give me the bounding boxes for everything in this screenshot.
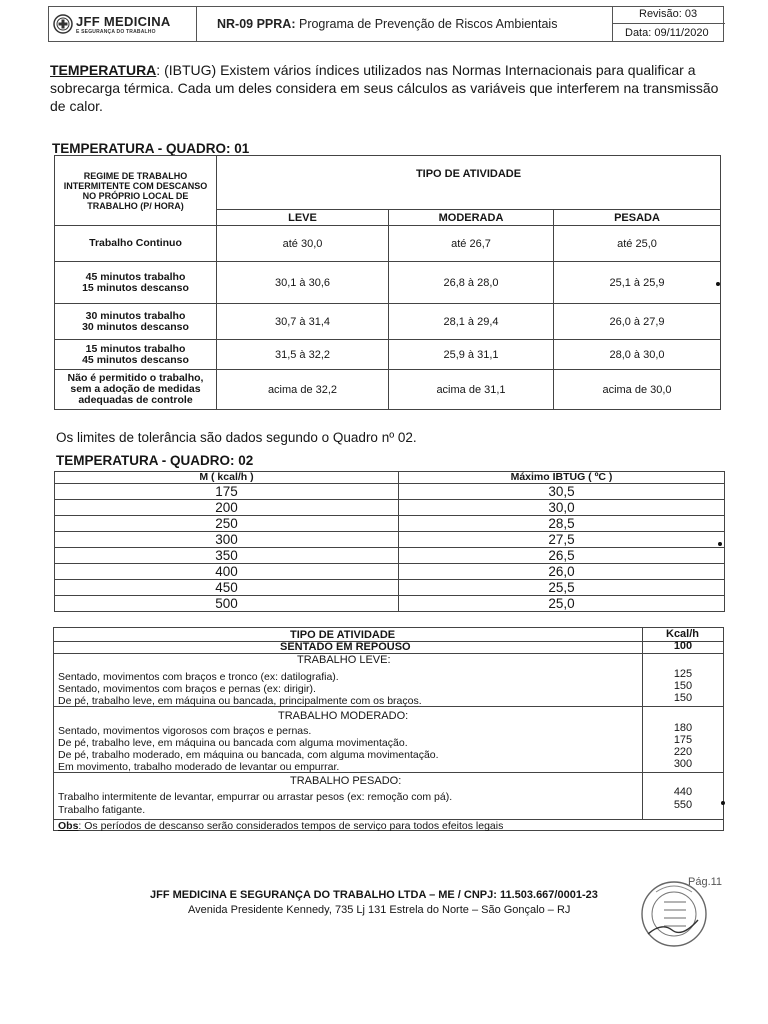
doc-title-text: Programa de Prevenção de Riscos Ambientais xyxy=(298,17,558,31)
ibtug-cell: 26,0 xyxy=(399,564,725,580)
document-header xyxy=(48,6,724,42)
logo-seal-icon xyxy=(53,14,73,34)
cell-leve: 31,5 à 32,2 xyxy=(217,340,389,370)
col-pesada: PESADA xyxy=(554,210,721,226)
pesado-value: 440 xyxy=(673,786,693,798)
row-label: Não é permitido o trabalho, sem a adoção de medidas adequadas de controle xyxy=(55,370,217,410)
footer-address: Avenida Presidente Kennedy, 735 Lj 131 Estrela do Norte – São Gonçalo – RJ xyxy=(188,904,571,916)
intro-keyword: TEMPERATURA xyxy=(50,62,157,78)
moderado-title: TRABALHO MODERADO: xyxy=(278,710,409,722)
col-kcal: Kcal/h xyxy=(666,628,700,640)
moderado-item: De pé, trabalho leve, em máquina ou bancada com alguma movimentação. xyxy=(58,737,408,749)
table-row xyxy=(55,500,725,516)
margin-dot xyxy=(716,282,720,286)
ibtug-cell: 30,0 xyxy=(399,500,725,516)
document-title xyxy=(217,17,557,31)
doc-code: NR-09 PPRA: xyxy=(217,17,296,31)
cell-moderada: acima de 31,1 xyxy=(389,370,554,410)
moderado-value: 300 xyxy=(673,758,693,770)
moderado-item: Em movimento, trabalho moderado de levantar ou empurrar. xyxy=(58,761,340,773)
kcal-cell: 175 xyxy=(55,484,399,500)
cell-moderada: até 26,7 xyxy=(389,226,554,262)
pesado-item: Trabalho intermitente de levantar, empurrar ou arrastar pesos (ex: remoção com pá). xyxy=(58,791,453,803)
sentado-value: 100 xyxy=(673,640,693,652)
cell-pesada: 28,0 à 30,0 xyxy=(554,340,721,370)
table-row xyxy=(55,226,721,262)
revision-date: Data: 09/11/2020 xyxy=(625,27,709,39)
row-label-line1: 15 minutos trabalho xyxy=(85,342,186,355)
logo-name: JFF MEDICINA xyxy=(76,14,171,29)
cell-moderada: 25,9 à 31,1 xyxy=(389,340,554,370)
kcal-cell: 500 xyxy=(55,596,399,612)
cell-pesada: 25,1 à 25,9 xyxy=(554,262,721,304)
table-row xyxy=(55,484,725,500)
cell-pesada: até 25,0 xyxy=(554,226,721,262)
ibtug-cell: 30,5 xyxy=(399,484,725,500)
cell-moderada: 26,8 à 28,0 xyxy=(389,262,554,304)
row-label: Trabalho Continuo xyxy=(55,226,217,262)
pesado-value: 550 xyxy=(673,799,693,811)
regime-header: REGIME DE TRABALHO INTERMITENTE COM DESCANSO NO PRÓPRIO LOCAL DE TRABALHO (P/ HORA) xyxy=(55,156,217,226)
quadro2-table xyxy=(54,471,725,612)
row-label-line2: 15 minutos descanso xyxy=(82,281,189,294)
cell-leve: até 30,0 xyxy=(217,226,389,262)
observation-note xyxy=(58,820,503,832)
margin-dot xyxy=(721,801,725,805)
table-row xyxy=(55,580,725,596)
obs-text: : Os períodos de descanso serão considerados tempos de serviço para todos efeitos legais xyxy=(78,820,504,832)
leve-title: TRABALHO LEVE: xyxy=(297,654,391,666)
revision-box xyxy=(612,7,724,41)
leve-value: 150 xyxy=(673,680,693,692)
cell-moderada: 28,1 à 29,4 xyxy=(389,304,554,340)
leve-value: 150 xyxy=(673,692,693,704)
table-row xyxy=(55,370,721,410)
ibtug-cell: 25,5 xyxy=(399,580,725,596)
col-leve: LEVE xyxy=(217,210,389,226)
cell-pesada: acima de 30,0 xyxy=(554,370,721,410)
table-row xyxy=(55,516,725,532)
moderado-value: 175 xyxy=(673,734,693,746)
row-label xyxy=(55,304,217,340)
quadro2-title: TEMPERATURA - QUADRO: 02 xyxy=(56,453,254,468)
revision-number: Revisão: 03 xyxy=(639,8,698,20)
table-row xyxy=(55,532,725,548)
quadro3-table xyxy=(53,627,724,831)
activity-header: TIPO DE ATIVIDADE xyxy=(217,156,721,210)
intro-text: : (IBTUG) Existem vários índices utilizados nas Normas Internacionais para qualificar a sobrecarga térmica. Cada um deles considera em seus cálculos as variáveis que interferem na transmissão de calor. xyxy=(50,62,719,114)
pesado-title: TRABALHO PESADO: xyxy=(290,775,402,787)
moderado-item: Sentado, movimentos vigorosos com braços e pernas. xyxy=(58,725,312,737)
kcal-cell: 250 xyxy=(55,516,399,532)
leve-item: De pé, trabalho leve, em máquina ou bancada, principalmente com os braços. xyxy=(58,695,422,707)
revision-divider xyxy=(613,23,725,24)
ibtug-cell: 25,0 xyxy=(399,596,725,612)
col-moderada: MODERADA xyxy=(389,210,554,226)
kcal-cell: 300 xyxy=(55,532,399,548)
pesado-item: Trabalho fatigante. xyxy=(58,804,146,816)
row-label-line2: 45 minutos descanso xyxy=(82,353,189,366)
kcal-cell: 450 xyxy=(55,580,399,596)
footer-company: JFF MEDICINA E SEGURANÇA DO TRABALHO LTDA – ME / CNPJ: 11.503.667/0001-23 xyxy=(150,889,598,901)
cell-leve: 30,7 à 31,4 xyxy=(217,304,389,340)
table-row xyxy=(55,304,721,340)
sentado-label: SENTADO EM REPOUSO xyxy=(280,641,411,653)
row-label xyxy=(55,262,217,304)
cell-pesada: 26,0 à 27,9 xyxy=(554,304,721,340)
company-logo xyxy=(49,7,197,41)
margin-dot xyxy=(718,542,722,546)
logo-subtitle: E SEGURANÇA DO TRABALHO xyxy=(76,29,156,35)
moderado-value: 180 xyxy=(673,722,693,734)
leve-item: Sentado, movimentos com braços e pernas (ex: dirigir). xyxy=(58,683,316,695)
col-metabolic-rate: M ( kcal/h ) xyxy=(55,472,399,484)
col-activity-type: TIPO DE ATIVIDADE xyxy=(290,629,396,641)
table-row xyxy=(55,596,725,612)
quadro1-title: TEMPERATURA - QUADRO: 01 xyxy=(52,141,250,156)
table-row xyxy=(55,548,725,564)
kcal-cell: 400 xyxy=(55,564,399,580)
leve-value: 125 xyxy=(673,668,693,680)
table-row xyxy=(55,340,721,370)
intro-paragraph xyxy=(50,61,722,115)
row-label-line2: 30 minutos descanso xyxy=(82,320,189,333)
row-label-line1: 45 minutos trabalho xyxy=(85,270,186,283)
col-max-ibtug: Máximo IBTUG ( ºC ) xyxy=(399,472,725,484)
moderado-value: 220 xyxy=(673,746,693,758)
table-row xyxy=(55,564,725,580)
ibtug-cell: 27,5 xyxy=(399,532,725,548)
cell-leve: acima de 32,2 xyxy=(217,370,389,410)
ibtug-cell: 26,5 xyxy=(399,548,725,564)
cell-leve: 30,1 à 30,6 xyxy=(217,262,389,304)
obs-label: Obs xyxy=(58,820,79,832)
table-row xyxy=(55,262,721,304)
kcal-cell: 200 xyxy=(55,500,399,516)
row-label-line1: 30 minutos trabalho xyxy=(85,309,186,322)
limits-note: Os limites de tolerância são dados segundo o Quadro nº 02. xyxy=(56,430,417,445)
quadro1-table xyxy=(54,155,721,410)
kcal-cell: 350 xyxy=(55,548,399,564)
ibtug-cell: 28,5 xyxy=(399,516,725,532)
row-label xyxy=(55,340,217,370)
leve-item: Sentado, movimentos com braços e tronco (ex: datilografia). xyxy=(58,671,339,683)
moderado-item: De pé, trabalho moderado, em máquina ou bancada, com alguma movimentação. xyxy=(58,749,439,761)
page-number: Pág.11 xyxy=(688,876,723,888)
